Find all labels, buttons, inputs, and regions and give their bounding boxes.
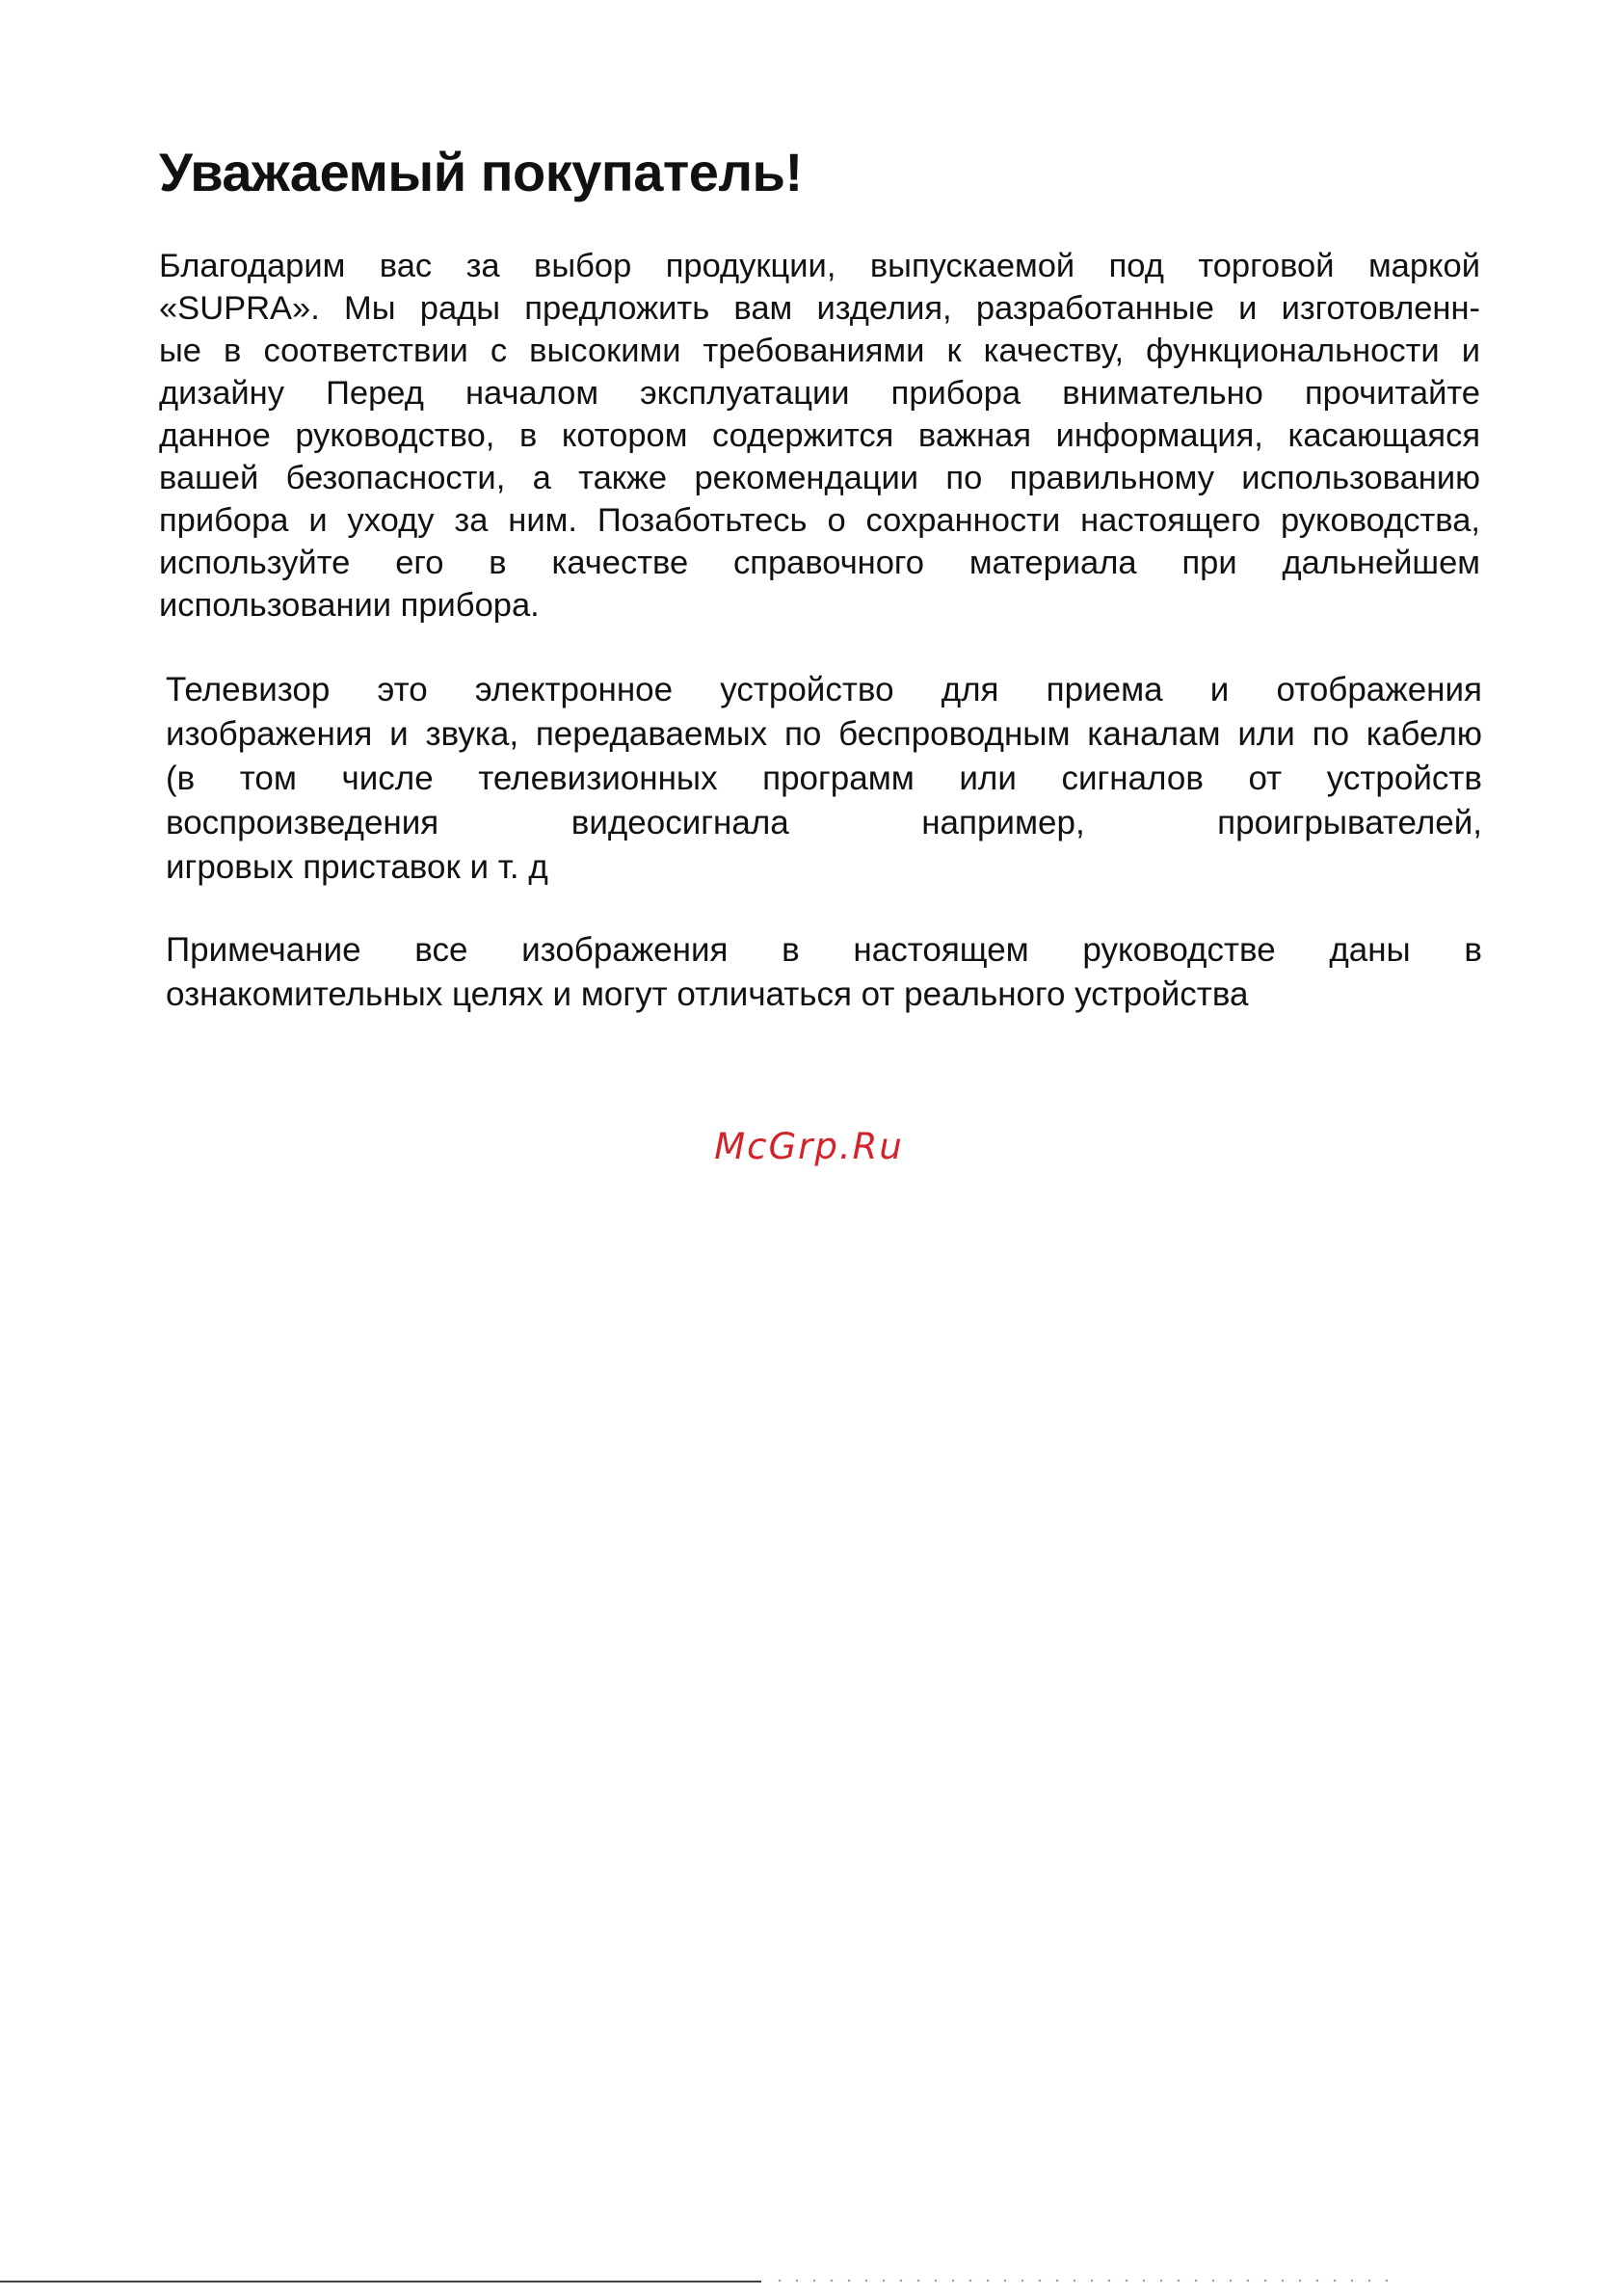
intro-paragraph	[159, 245, 1480, 627]
page-title: Уважаемый покупатель!	[159, 142, 803, 202]
definition-line: изображения и звука, передаваемых по беспроводным каналам или по кабелю	[166, 715, 1482, 753]
intro-line: используйте его в качестве справочного материала при дальнейшем	[159, 545, 1480, 581]
intro-line: вашей безопасности, а также рекомендации по правильному использованию	[159, 460, 1480, 496]
intro-line: прибора и уходу за ним. Позаботьтесь о сохранности настоящего руководства,	[159, 502, 1480, 539]
note-line: Примечание все изображения в настоящем руководстве даны в	[166, 931, 1482, 969]
footer-dotted-line	[771, 2279, 1388, 2283]
footer-divider	[0, 2281, 761, 2283]
definition-line: воспроизведения видеосигнала например, проигрывателей,	[166, 804, 1482, 841]
intro-line: Благодарим вас за выбор продукции, выпускаемой под торговой маркой	[159, 248, 1480, 284]
intro-line: «SUPRA». Мы рады предложить вам изделия, разработанные и изготовленн-	[159, 290, 1480, 327]
watermark-text: McGrp.Ru	[714, 1126, 904, 1167]
note-line: ознакомительных целях и могут отличаться от реального устройства	[166, 975, 1249, 1013]
intro-line: использовании прибора.	[159, 587, 540, 624]
intro-line: данное руководство, в котором содержится важная информация, касающаяся	[159, 417, 1480, 454]
intro-line: ые в соответствии с высокими требованиями к качеству, функциональности и	[159, 333, 1480, 369]
definition-line: Телевизор это электронное устройство для приема и отображения	[166, 671, 1482, 708]
definition-line: игровых приставок и т. д	[166, 848, 548, 886]
intro-line: дизайну Перед началом эксплуатации прибора внимательно прочитайте	[159, 375, 1480, 412]
definition-line: (в том числе телевизионных программ или сигналов от устройств	[166, 760, 1482, 797]
tv-definition-paragraph	[166, 668, 1482, 890]
note-paragraph	[166, 928, 1482, 1017]
